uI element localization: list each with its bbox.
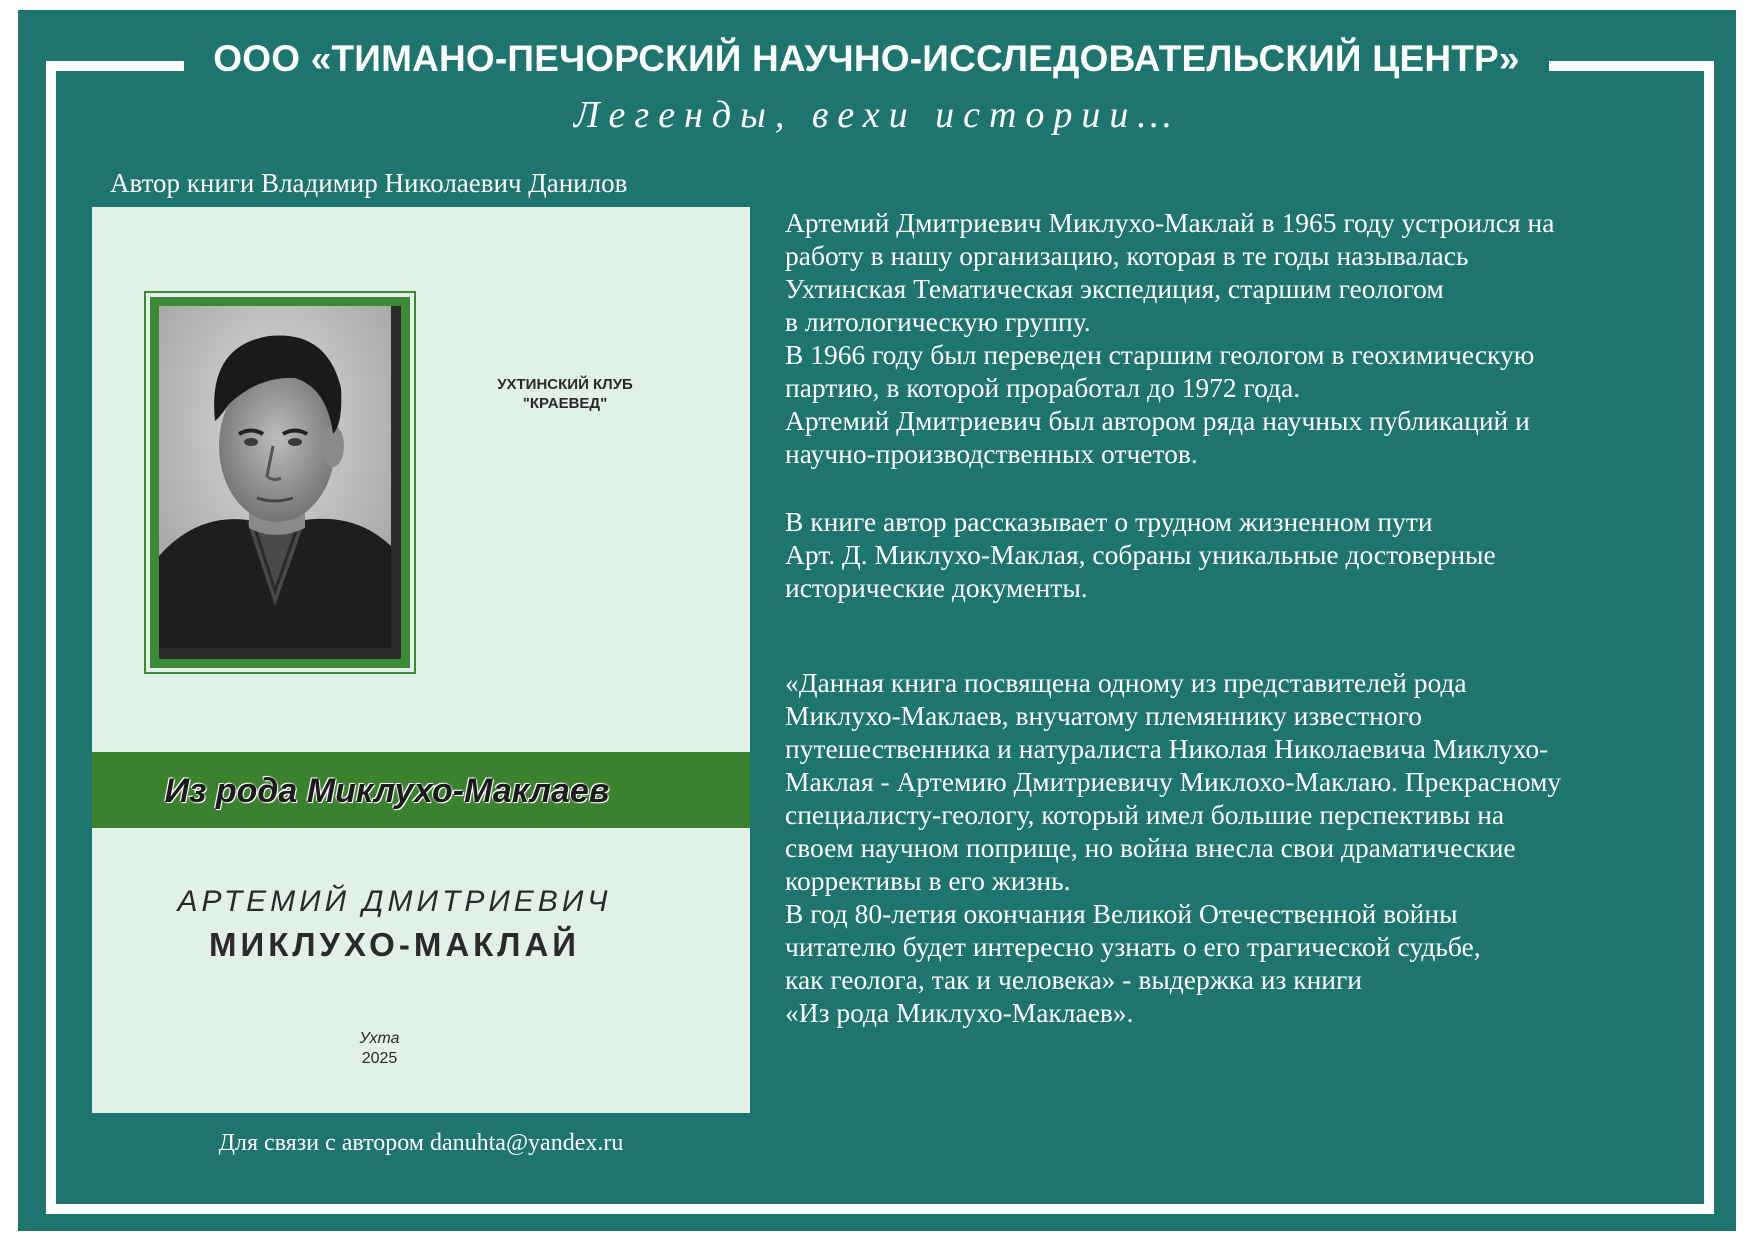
text-line: «Из рода Миклухо-Маклаев». [785,997,1134,1028]
text-line: В книге автор рассказывает о трудном жизненном пути [785,506,1433,537]
cover-author-first-name: АРТЕМИЙ ДМИТРИЕВИЧ [177,885,612,918]
text-line: «Данная книга посвящена одному из представителей рода [785,667,1467,698]
cover-author-last-name: МИКЛУХО-МАКЛАЙ [208,926,580,963]
company-title: ООО «ТИМАНО-ПЕЧОРСКИЙ НАУЧНО-ИССЛЕДОВАТЕЛЬСКИЙ ЦЕНТР» [213,38,1520,79]
cover-year: 2025 [361,1050,398,1067]
text-line: своем научном поприще, но война внесла свои драматические [785,832,1516,863]
club-label [485,375,645,413]
portrait-photo [150,297,410,668]
frame-line-left [46,61,56,1214]
text-line: специалисту-геологу, который имел большие перспективы на [785,799,1505,830]
text-line: путешественника и натуралиста Николая Николаевича Миклухо- [785,733,1549,764]
text-line: Артемий Дмитриевич Миклухо-Маклай в 1965 году устроился на [785,207,1555,238]
frame-line-top-right [1549,61,1714,71]
book-cover-image [92,207,750,1113]
text-line: работу в нашу организацию, которая в те годы называлась [785,240,1469,271]
text-line: коррективы в его жизнь. [785,865,1071,896]
frame-line-top-left [46,61,184,71]
text-line: читателю будет интересно узнать о его трагической судьбе, [785,931,1481,962]
text-line: исторические документы. [785,572,1088,603]
paragraph-book-summary [785,505,1715,604]
text-line: Арт. Д. Миклухо-Маклая, собраны уникальные достоверные [785,539,1496,570]
text-line: в литологическую группу. [785,306,1091,337]
text-line: Маклая - Артемию Дмитриевичу Миклохо-Маклаю. Прекрасному [785,766,1562,797]
text-line: научно-производственных отчетов. [785,438,1198,469]
frame-line-bottom [46,1204,1714,1214]
text-line: В год 80-летия окончания Великой Отечественной войны [785,898,1458,929]
portrait-frame [144,291,416,674]
text-line: партию, в которой проработал до 1972 года. [785,372,1301,403]
club-label-line: "КРАЕВЕД" [522,395,608,412]
subtitle: Легенды, вехи истории… [573,94,1181,136]
text-line: В 1966 году был переведен старшим геологом в геохимическую [785,339,1535,370]
paragraph-book-quote [785,666,1715,1029]
text-line: Ухтинская Тематическая экспедиция, старшим геологом [785,273,1444,304]
text-line: как геолога, так и человека» - выдержка из книги [785,964,1363,995]
text-line: Миклухо-Маклаев, внучатому племяннику известного [785,700,1422,731]
club-label-line: УХТИНСКИЙ КЛУБ [497,376,633,393]
book-author-label: Автор книги Владимир Николаевич Данилов [110,168,628,198]
portrait-illustration [159,306,391,648]
paragraph-career [785,206,1715,470]
text-line: Артемий Дмитриевич был автором ряда научных публикаций и [785,405,1530,436]
cover-city: Ухта [359,1030,400,1047]
series-title: Из рода Миклухо-Маклаев [164,772,610,810]
author-contact: Для связи с автором danuhta@yandex.ru [218,1130,624,1156]
